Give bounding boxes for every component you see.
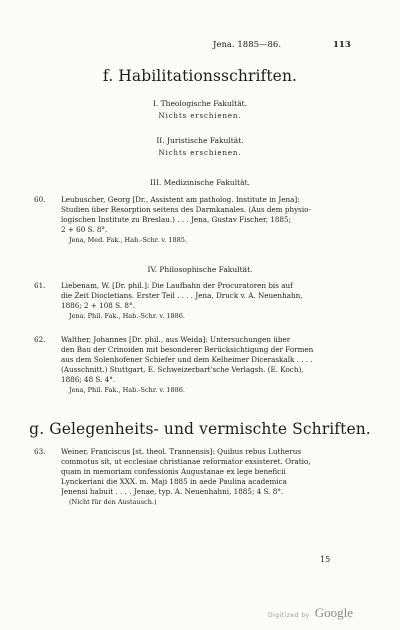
faculty-note-law: Nichts erschienen. <box>158 149 242 157</box>
watermark-prefix: Digitized by <box>268 612 310 619</box>
entry-line: 2 + 60 S. 8°. <box>61 225 108 235</box>
entry-line: quam in memoriam confessionis Augustanae ex lege beneficii <box>61 467 286 477</box>
faculty-note-theology: Nichts erschienen. <box>158 112 242 120</box>
entry-line: commotus sit, ut ecclesiae christianae reformator exsisteret. Oratio, <box>61 457 311 467</box>
entry-body <box>61 335 333 396</box>
entry-note: (Nicht für den Austausch.) <box>69 498 157 507</box>
faculty-heading-theology: I. Theologische Fakultät. <box>152 99 248 108</box>
running-title: Jena. 1885—86. <box>213 40 282 50</box>
entry-line: Studien über Resorption seitens des Darmkanales. (Aus dem physio- <box>61 205 311 215</box>
entry-line: logischen Institute zu Breslau.) . . . Jena, Gustav Fischer, 1885; <box>61 215 291 225</box>
entry-line: 1886; 2 + 108 S. 8°. <box>61 301 135 311</box>
printer-signature: 15 <box>320 555 331 564</box>
entry-line: die Zeit Diocletians. Erster Teil . . . . Jena, Druck v. A. Neuenhahn, <box>61 291 303 301</box>
section-title-gelegenheitsschriften: g. Gelegenheits- und vermischte Schriften. <box>29 420 371 438</box>
entry-line: Liebenam, W. [Dr. phil.]: Die Laufbahn der Procuratoren bis auf <box>61 281 293 290</box>
entry-line: Weiner, Franciscus [st. theol. Trannensis]: Quibus rebus Lutherus <box>61 447 302 456</box>
entry-line: Jenensi habuit . . . . Jenae, typ. A. Neuenhahni, 1885; 4 S. 8°. <box>61 487 284 497</box>
entry-line: den Bau der Crinoiden mit besonderer Berücksichtigung der Formen <box>61 345 314 355</box>
entry-note: Jena. Phil. Fak., Hab.-Schr. v. 1886. <box>69 312 185 321</box>
faculty-heading-law: II. Juristische Fakultät. <box>156 136 244 145</box>
faculty-heading-medicine: III. Medizinische Fakultät. <box>149 178 251 187</box>
google-logo: Google <box>314 605 354 620</box>
entry-number: 63. <box>34 447 46 456</box>
entry-number: 61. <box>34 281 46 290</box>
entry-line: aus dem Solenhofener Schiefer und dem Kelheimer Diceraskalk . . . . <box>61 355 313 365</box>
entry-number: 60. <box>34 195 46 204</box>
entry-line: Lynckeriani die XXX. m. Maji 1885 in aede Paulina academica <box>61 477 287 487</box>
page-number: 113 <box>333 40 351 50</box>
entry-number: 62. <box>34 335 46 344</box>
digitization-watermark <box>268 602 353 621</box>
entry-body <box>61 447 333 508</box>
entry-note: Jena, Med. Fak., Hab.-Schr. v. 1885. <box>69 236 187 245</box>
entry-line: 1886; 48 S. 4°. <box>61 375 116 385</box>
entry-line: Walther, Johannes [Dr. phil., aus Weida]: Untersuchungen über <box>61 335 291 344</box>
section-title-habilitationsschriften: f. Habilitationsschriften. <box>102 67 298 85</box>
entry-body <box>61 281 333 321</box>
entry-line: Leubuscher, Georg [Dr., Assistent am patholog. Institute in Jena]: <box>61 195 300 204</box>
faculty-heading-philosophy: IV. Philosophische Fakultät. <box>147 265 253 274</box>
entry-body <box>61 195 333 245</box>
entry-line: (Ausschnitt.) Stuttgart, E. Schweizerbart'sche Verlagsh. (E. Koch), <box>61 365 304 375</box>
entry-note: Jena, Phil. Fak., Hab.-Schr. v. 1886. <box>69 386 185 395</box>
